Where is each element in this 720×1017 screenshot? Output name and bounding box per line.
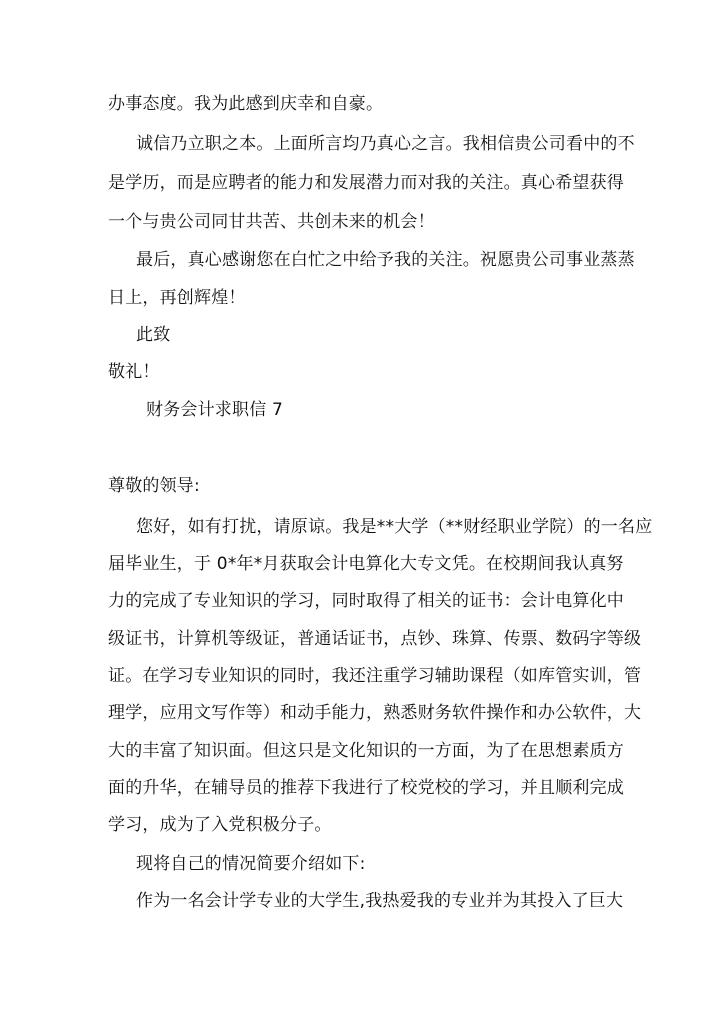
text-line: 理学，应用文写作等）和动手能力，熟悉财务软件操作和办公软件，大	[108, 703, 642, 723]
text-line: 现将自己的情况简要介绍如下:	[136, 854, 366, 874]
text-line: 证。在学习专业知识的同时，我还注重学习辅助课程（如库管实训，管	[108, 666, 642, 686]
text-line: 一个与贵公司同甘共苦、共创未来的机会！	[108, 212, 435, 232]
closing-line: 此致	[136, 325, 171, 345]
text-line: 您好，如有打扰，请原谅。我是**大学（**财经职业学院）的一名应	[136, 517, 653, 537]
text-line: 级证书，计算机等级证，普通话证书，点钞、珠算、传票、数码字等级	[108, 629, 642, 649]
text-line: 诚信乃立职之本。上面所言均乃真心之言。我相信贵公司看中的不	[136, 134, 635, 154]
text-line: 是学历，而是应聘者的能力和发展潜力而对我的关注。真心希望获得	[108, 173, 624, 193]
text-line: 最后，真心感谢您在白忙之中给予我的关注。祝愿贵公司事业蒸蒸	[136, 250, 635, 270]
text-line: 力的完成了专业知识的学习，同时取得了相关的证书：会计电算化中	[108, 591, 624, 611]
greeting-line: 尊敬的领导:	[108, 476, 200, 496]
text-line: 大的丰富了知识面。但这只是文化知识的一方面，为了在思想素质方	[108, 741, 624, 761]
text-line: 届毕业生，于 0*年*月获取会计电算化大专文凭。在校期间我认真努	[108, 554, 624, 574]
text-line: 办事态度。我为此感到庆幸和自豪。	[108, 94, 384, 114]
text-line: 学习，成为了入党积极分子。	[108, 815, 332, 835]
text-line: 面的升华，在辅导员的推荐下我进行了校党校的学习，并且顺利完成	[108, 778, 624, 798]
text-line: 作为一名会计学专业的大学生,我热爱我的专业并为其投入了巨大	[136, 891, 624, 911]
section-title: 财务会计求职信 7	[146, 400, 284, 420]
salutation-line: 敬礼！	[108, 362, 160, 382]
text-line: 日上，再创辉煌！	[108, 288, 246, 308]
